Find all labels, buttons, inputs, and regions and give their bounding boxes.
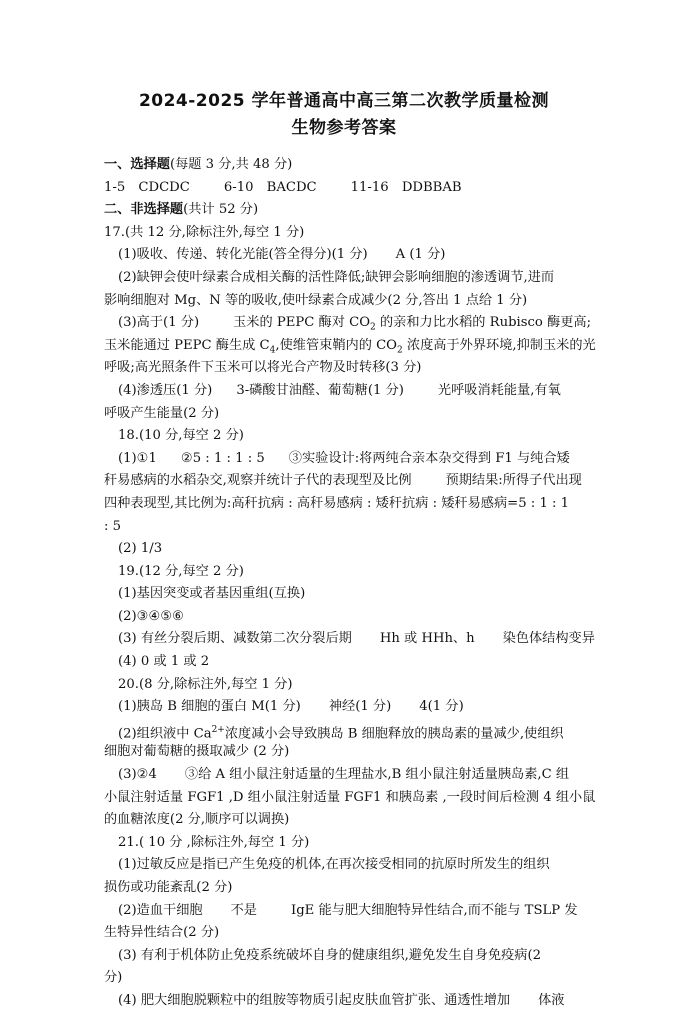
q17-answer-1: (1)吸收、传递、转化光能(答全得分)(1 分) A (1 分) [118,247,446,263]
document-title: 2024-2025 学年普通高中高三第二次教学质量检测 [138,91,550,111]
q21-answer-3-line1: (3) 有利于机体防止免疫系统破坏自身的健康组织,避免发生自身免疫病(2 [118,947,542,963]
q17-answer-4-line2: 呼吸产生能量(2 分) [104,405,220,421]
section-choice-heading: 一、选择题(每题 3 分,共 48 分) [104,157,293,172]
q19-answer-2: (2)③④⑤⑥ [118,608,184,624]
choice-answers: 1-5 CDCDC 6-10 BACDC 11-16 DDBBAB [104,179,462,195]
q18-answer-1-line1: (1)①1 ②5 : 1 : 1 : 5 ③实验设计:将两纯合亲本杂交得到 F1 与纯合矮 [118,450,570,466]
q21-heading: 21.( 10 分 ,除标注外,每空 1 分) [118,834,310,850]
q19-answer-3: (3) 有丝分裂后期、减数第二次分裂后期 Hh 或 HHh、h 染色体结构变异 [118,631,595,647]
q18-answer-1-line2: 秆易感病的水稻杂交,观察并统计子代的表现型及比例 预期结果:所得子代出现 [104,473,582,489]
q19-answer-4: (4) 0 或 1 或 2 [118,654,210,670]
q20-answer-2-line1: (2)组织液中 $Ca^{2+}$浓度减小会导致胰岛 B 细胞释放的胰岛素的量减少,使组织 [118,724,564,742]
q19-answer-1: (1)基因突变或者基因重组(互换) [118,586,306,602]
q17-answer-3-line1: (3)高于(1 分) 玉米的 PEPC 酶对 $CO_2$ 的亲和力比水稻的 Rubisco 酶更高; [118,315,592,333]
document-subtitle: 生物参考答案 [291,118,397,138]
q20-heading: 20.(8 分,除标注外,每空 1 分) [118,676,293,692]
q21-answer-1-line2: 损伤或功能紊乱(2 分) [104,880,233,895]
q20-answer-1: (1)胰岛 B 细胞的蛋白 M(1 分) 神经(1 分) 4(1 分) [118,699,464,715]
q21-answer-3-line2: 分) [104,970,123,986]
q18-answer-1-line4: : 5 [104,518,122,534]
q18-answer-2: (2) 1/3 [118,541,163,557]
q18-heading: 18.(10 分,每空 2 分) [118,428,244,444]
q19-heading: 19.(12 分,每空 2 分) [118,563,244,579]
section-nonchoice-heading: 二、非选择题(共计 52 分) [104,202,259,218]
q17-answer-4-line1: (4)渗透压(1 分) 3-磷酸甘油醛、葡萄糖(1 分) 光呼吸消耗能量,有氧 [118,382,561,398]
q20-answer-3-line3: 的血糖浓度(2 分,顺序可以调换) [104,812,290,828]
q17-answer-3-line2: 玉米能通过 PEPC 酶生成 $C_4$,使维管束鞘内的 $CO_2$ 浓度高于外界环境,抑制玉米的光 [104,337,596,356]
q21-answer-2-line1: (2)造血干细胞 不是 IgE 能与肥大细胞特异性结合,而不能与 TSLP 发 [118,902,578,918]
answer-content [104,154,664,1013]
q20-answer-3-line2: 小鼠注射适量 FGF1 ,D 组小鼠注射适量 FGF1 和胰岛素 ,一段时间后检测 4 组小鼠 [104,789,596,805]
q17-answer-2-line1: (2)缺钾会使叶绿素合成相关酶的活性降低;缺钾会影响细胞的渗透调节,进而 [118,269,555,285]
q20-answer-3-line1: (3)②4 ③给 A 组小鼠注射适量的生理盐水,B 组小鼠注射适量胰岛素,C 组 [118,767,570,783]
q17-answer-3-line3: 呼吸;高光照条件下玉米可以将光合产物及时转移(3 分) [104,360,422,376]
q17-heading: 17.(共 12 分,除标注外,每空 1 分) [104,224,305,240]
q18-answer-1-line3: 四种表现型,其比例为:高秆抗病 : 高秆易感病 : 矮秆抗病 : 矮秆易感病=5 : 1 : 1 [104,495,570,511]
q21-answer-4: (4) 肥大细胞脱颗粒中的组胺等物质引起皮肤血管扩张、通透性增加 体液 [118,992,565,1008]
q20-answer-2-line2: 细胞对葡萄糖的摄取减少 (2 分) [104,744,290,760]
q17-answer-2-line2: 影响细胞对 Mg、N 等的吸收,使叶绿素合成减少(2 分,答出 1 点给 1 分) [104,292,528,308]
q21-answer-1-line1: (1)过敏反应是指已产生免疫的机体,在再次接受相同的抗原时所发生的组织 [118,857,550,873]
q21-answer-2-line2: 生特异性结合(2 分) [104,925,220,941]
